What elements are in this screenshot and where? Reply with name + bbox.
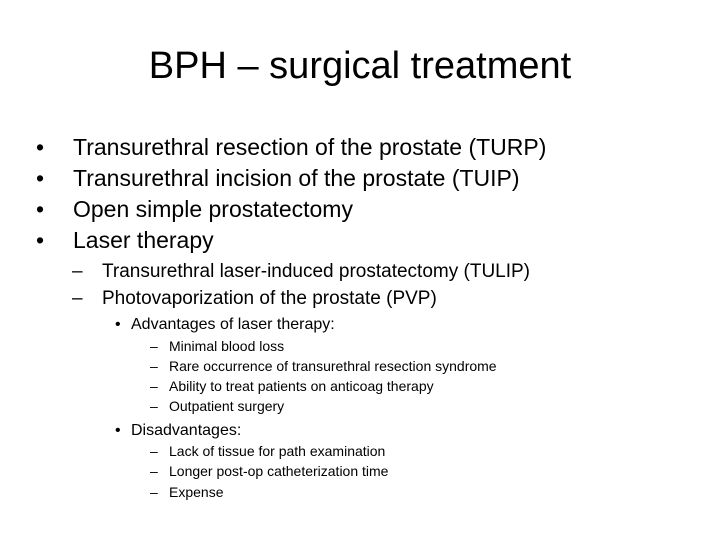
dash-icon: – [150, 443, 158, 459]
dash-icon: – [150, 338, 158, 354]
slide-title: BPH – surgical treatment [148, 45, 572, 87]
bullet-icon: • [36, 165, 45, 191]
disadvantage-text: Lack of tissue for path examination [169, 443, 386, 459]
bullet-text: Transurethral incision of the prostate (TUIP) [73, 165, 520, 191]
dash-icon: – [150, 378, 158, 394]
dash-icon: – [150, 398, 158, 414]
dash-icon: – [72, 261, 83, 282]
bullet-icon: • [36, 196, 45, 222]
dash-icon: – [72, 288, 83, 309]
bullet-icon: • [36, 227, 45, 253]
dash-icon: – [150, 358, 158, 374]
bullet-text: Open simple prostatectomy [73, 196, 353, 222]
advantage-text: Outpatient surgery [169, 398, 285, 414]
dash-icon: – [150, 463, 158, 479]
disadvantage-text: Longer post-op catheterization time [169, 463, 389, 479]
advantage-text: Ability to treat patients on anticoag therapy [169, 378, 434, 394]
bullet-text: Transurethral resection of the prostate (TURP) [73, 134, 547, 160]
disadvantage-text: Expense [169, 484, 224, 500]
advantage-text: Rare occurrence of transurethral resection syndrome [169, 358, 497, 374]
bullet-icon: • [115, 422, 121, 439]
advantage-text: Minimal blood loss [169, 338, 285, 354]
laser-subitem-text: Transurethral laser-induced prostatectomy (TULIP) [102, 261, 531, 282]
bullet-icon: • [36, 134, 45, 160]
disadvantages-heading-text: Disadvantages: [131, 422, 242, 439]
bullet-icon: • [115, 316, 121, 333]
advantages-heading-text: Advantages of laser therapy: [131, 316, 335, 333]
dash-icon: – [150, 484, 158, 500]
laser-subitem-text: Photovaporization of the prostate (PVP) [102, 288, 437, 309]
bullet-text: Laser therapy [73, 227, 214, 253]
